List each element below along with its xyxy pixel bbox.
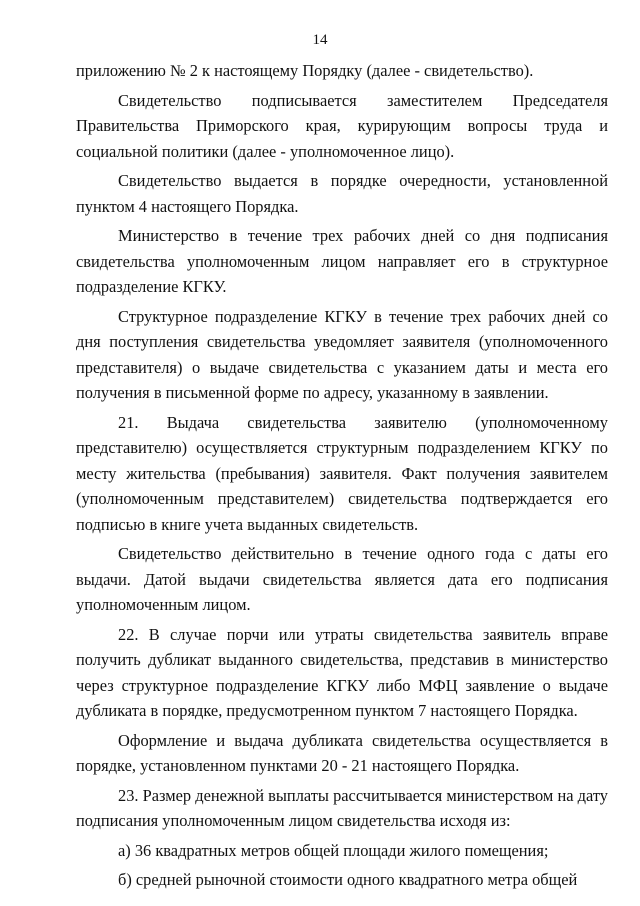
paragraph-item-23: 23. Размер денежной выплаты рассчитывается министерством на дату подписания уполномоченным лицом свидетельства исходя из: (76, 785, 608, 830)
page-number: 14 (312, 32, 328, 48)
document-body (76, 58, 608, 897)
paragraph-item-23-a: а) 36 квадратных метров общей площади жилого помещения; (118, 840, 549, 860)
paragraph-item-23-b: б) средней рыночной стоимости одного квадратного метра общей (118, 870, 578, 889)
paragraph-ministry-forwarding: Министерство в течение трех рабочих дней со дня подписания свидетельства уполномоченным лицом направляет его в структурное подразделение КГКУ. (76, 226, 608, 296)
paragraph-continuation: приложению № 2 к настоящему Порядку (далее - свидетельство). (76, 61, 534, 80)
paragraph-signatory: Свидетельство подписывается заместителем Председателя Правительства Приморского края, курирующим вопросы труда и социальной политики (далее - уполномоченное лицо). (76, 90, 608, 161)
paragraph-validity: Свидетельство действительно в течение одного года с даты его выдачи. Датой выдачи свидетельства является дата его подписания уполномоченным лицом. (76, 544, 608, 614)
paragraph-duplicate-procedure: Оформление и выдача дубликата свидетельства осуществляется в порядке, установленном пунктами 20 - 21 настоящего Порядка. (76, 730, 608, 775)
paragraph-item-21: 21. Выдача свидетельства заявителю (уполномоченному представителю) осуществляется структурным подразделением КГКУ по месту жительства (пребывания) заявителя. Факт получения заявителем (уполномоченным представителем) свидетельства подтверждается его подписью в книге учета выданных свидетельств. (76, 412, 608, 534)
paragraph-item-22: 22. В случае порчи или утраты свидетельства заявитель вправе получить дубликат выданного свидетельства, представив в министерство через структурное подразделение КГКУ либо МФЦ заявление о выдаче дубликата в порядке, предусмотренном пунктом 7 настоящего Порядка. (76, 624, 608, 720)
paragraph-notification: Структурное подразделение КГКУ в течение трех рабочих дней со дня поступления свидетельства уведомляет заявителя (уполномоченного представителя) о выдаче свидетельства с указанием даты и места его получения в письменной форме по адресу, указанному в заявлении. (76, 306, 608, 402)
paragraph-issue-order: Свидетельство выдается в порядке очередности, установленной пунктом 4 настоящего Порядка. (76, 171, 608, 216)
